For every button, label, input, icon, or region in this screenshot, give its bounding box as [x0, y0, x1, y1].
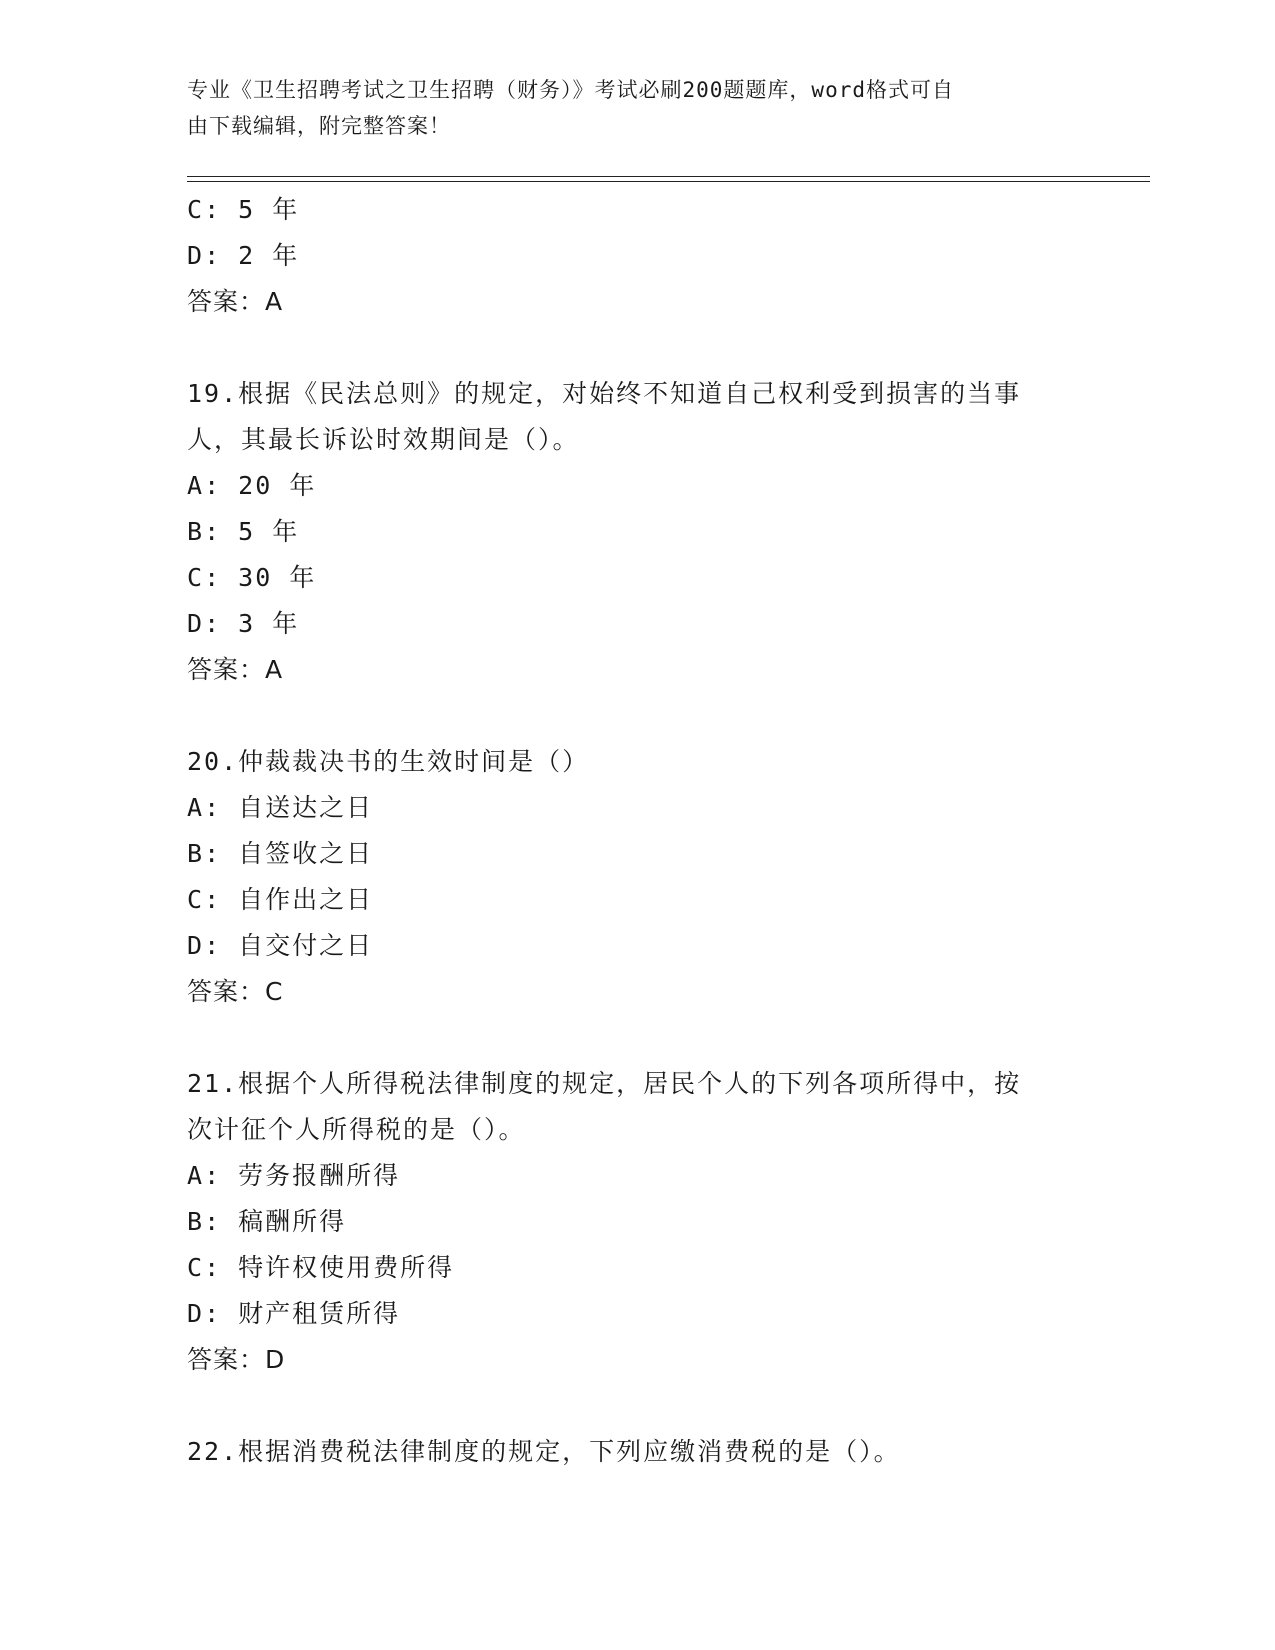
question-21: [187, 1061, 1087, 1383]
answer-line: 答案：C: [187, 977, 284, 1006]
question-text-line-1: 20.仲裁裁决书的生效时间是（）: [187, 747, 590, 776]
option-c: C: 特许权使用费所得: [187, 1253, 455, 1282]
option-a: A: 自送达之日: [187, 793, 374, 822]
header-line-2: 由下载编辑，附完整答案！: [187, 114, 451, 138]
option-a: A: 劳务报酬所得: [187, 1161, 401, 1190]
question-20: [187, 739, 1087, 1015]
option-d: D: 自交付之日: [187, 931, 374, 960]
question-list: [187, 187, 1087, 1475]
document-header: [187, 72, 1067, 144]
header-line-1: 专业《卫生招聘考试之卫生招聘（财务）》考试必刷200题题库，word格式可自: [187, 78, 954, 102]
spacer: [187, 325, 1087, 371]
question-text-line-1: 22.根据消费税法律制度的规定，下列应缴消费税的是（）。: [187, 1437, 901, 1466]
option-b: B: 自签收之日: [187, 839, 374, 868]
question-text-line-2: 人，其最长诉讼时效期间是（）。: [187, 425, 580, 454]
option-c: C: 自作出之日: [187, 885, 374, 914]
option-d: D: 财产租赁所得: [187, 1299, 401, 1328]
answer-line: 答案：A: [187, 655, 284, 684]
answer-value: C: [265, 977, 284, 1006]
header-divider-top: [187, 176, 1150, 177]
question-text-line-2: 次计征个人所得税的是（）。: [187, 1115, 526, 1144]
spacer: [187, 1383, 1087, 1429]
question-22: [187, 1429, 1087, 1475]
spacer: [187, 693, 1087, 739]
answer-line: 答案：A: [187, 287, 284, 316]
answer-line: 答案：D: [187, 1345, 286, 1374]
question-text-line-1: 21.根据个人所得税法律制度的规定，居民个人的下列各项所得中，按: [187, 1069, 1022, 1098]
spacer: [187, 1015, 1087, 1061]
option-d: D: 2 年: [187, 241, 300, 270]
option-b: B: 5 年: [187, 517, 300, 546]
answer-value: A: [265, 287, 284, 316]
question-text-line-1: 19.根据《民法总则》的规定，对始终不知道自己权利受到损害的当事: [187, 379, 1022, 408]
option-b: B: 稿酬所得: [187, 1207, 347, 1236]
option-d: D: 3 年: [187, 609, 300, 638]
question-19: [187, 371, 1087, 693]
answer-value: A: [265, 655, 284, 684]
option-c: C: 5 年: [187, 195, 300, 224]
option-a: A: 20 年: [187, 471, 317, 500]
header-divider-bottom: [187, 181, 1150, 182]
option-c: C: 30 年: [187, 563, 317, 592]
answer-value: D: [265, 1345, 286, 1374]
question-18-tail: [187, 187, 1087, 325]
